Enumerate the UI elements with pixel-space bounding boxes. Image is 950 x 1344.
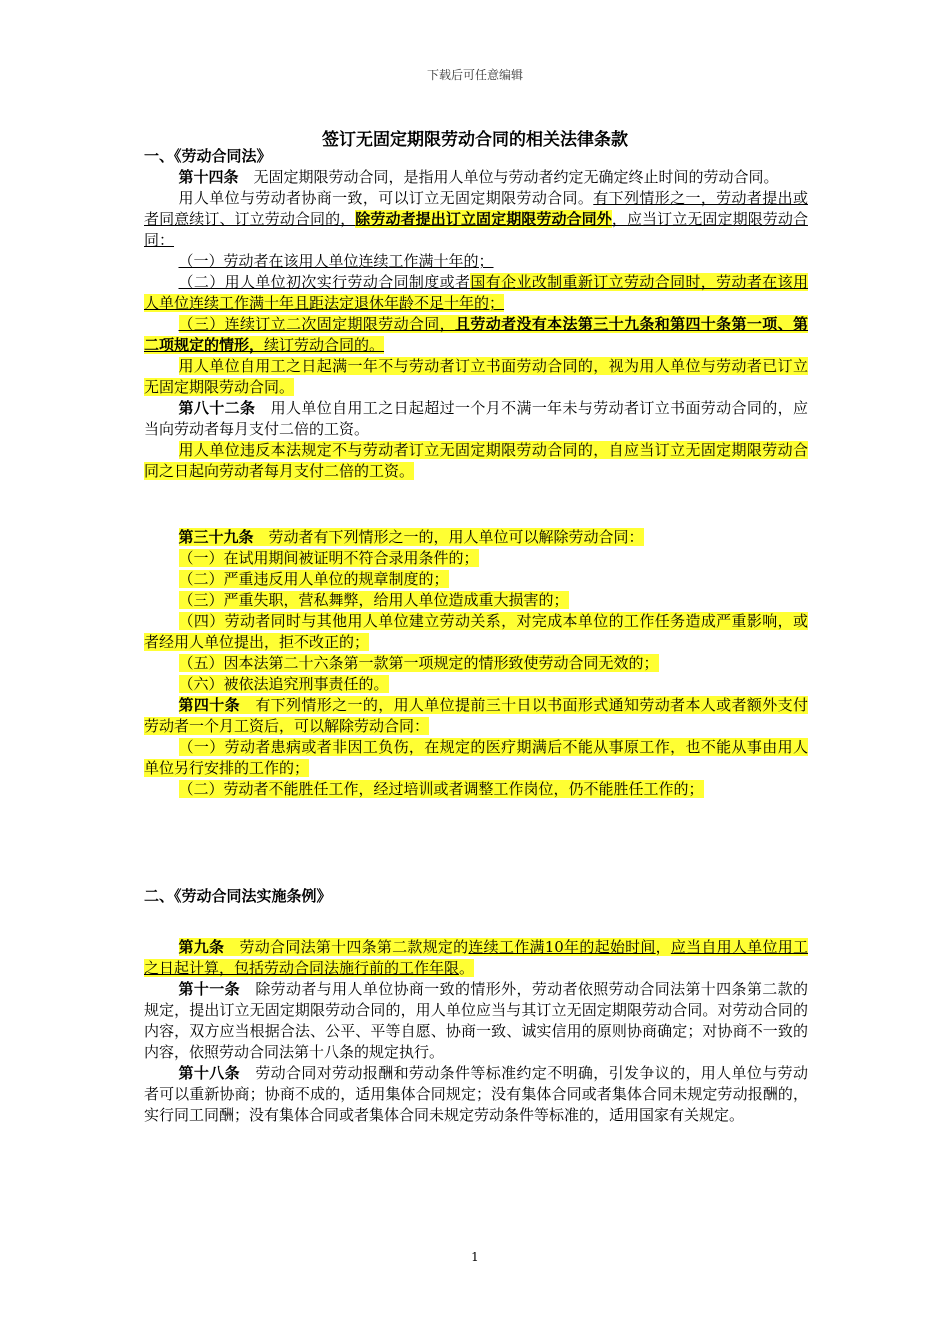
list-item <box>144 569 808 590</box>
article-text: 有下列情形之一的，用人单位提前三十日以书面形式通知劳动者本人或者额外支付劳动者一个月工资后，可以解除劳动合同： <box>144 696 808 735</box>
list-item <box>144 251 808 272</box>
list-item <box>144 314 808 356</box>
paragraph <box>144 356 808 398</box>
article-40 <box>144 695 808 737</box>
item-text: （一）在试用期间被证明不符合录用条件的； <box>178 549 479 567</box>
list-item <box>144 779 808 800</box>
article-number: 第三十九条 <box>178 528 254 546</box>
item-text: （六）被依法追究刑事责任的。 <box>178 675 389 693</box>
highlighted-text: 应当自用人单位用工之日起计算，包括劳动合同法施行前的工作年限 <box>144 938 808 977</box>
article-number: 第四十条 <box>178 696 240 714</box>
item-text: （一）劳动者在该用人单位连续工作满十年的； <box>178 252 494 270</box>
item-text: （四）劳动者同时与其他用人单位建立劳动关系，对完成本单位的工作任务造成严重影响，或者经用人单位提出，拒不改正的； <box>144 612 808 651</box>
list-item <box>144 737 808 779</box>
document-title: 签订无固定期限劳动合同的相关法律条款 <box>322 130 628 150</box>
highlighted-text: 除劳动者提出订立固定期限劳动合同外 <box>355 210 612 228</box>
paragraph <box>144 440 808 482</box>
article-number: 第八十二条 <box>178 399 256 417</box>
article-number: 第九条 <box>178 938 225 956</box>
underlined-text: ，应当订立无固定期限劳动合同： <box>144 210 808 249</box>
item-text: （三）严重失职，营私舞弊，给用人单位造成重大损害的； <box>178 591 569 609</box>
highlighted-text: 。 <box>459 959 475 977</box>
article-text: 劳动合同对劳动报酬和劳动条件等标准约定不明确，引发争议的，用人单位与劳动者可以重新协商；协商不成的，适用集体合同规定；没有集体合同或者集体合同未规定劳动报酬的，实行同工同酬；没有集体合同或者集体合同未规定劳动条件等标准的，适用国家有关规定。 <box>144 1064 808 1124</box>
article-number: 第十八条 <box>178 1064 240 1082</box>
regulation-article-11 <box>144 979 808 1063</box>
section-heading-2: 二、《劳动合同法实施条例》 <box>144 887 332 905</box>
highlighted-text: 用人单位自用工之日起满一年不与劳动者订立书面劳动合同的，视为用人单位与劳动者已订立无固定期限劳动合同。 <box>144 357 808 396</box>
highlighted-bold-text: 且劳动者没有本法第三十九条和第四十条第一项、第二项规定的情形， <box>144 315 808 354</box>
underlined-text: 有下列情形之一，劳动者提出或者同意续订、订立劳动合同的， <box>144 189 808 228</box>
list-item <box>144 590 808 611</box>
highlighted-text: 连续工作满10年的起始时间 <box>468 938 656 956</box>
article-text: 除劳动者与用人单位协商一致的情形外，劳动者依照劳动合同法第十四条第二款的规定，提出订立无固定期限劳动合同的，用人单位应当与其订立无固定期限劳动合同。对劳动合同的内容，双方应当根据合法、公平、平等自愿、协商一致、诚实信用的原则协商确定；对协商不一致的内容，依照劳动合同法第十八条的规定执行。 <box>144 980 808 1061</box>
item-text: （一）劳动者患病或者非因工负伤，在规定的医疗期满后不能从事原工作，也不能从事由用人单位另行安排的工作的； <box>144 738 808 777</box>
article-14-para-2 <box>144 188 808 251</box>
item-text: （二）劳动者不能胜任工作，经过培训或者调整工作岗位，仍不能胜任工作的； <box>178 780 704 798</box>
highlighted-text: 续订劳动合同的。 <box>264 336 385 354</box>
highlighted-text: 劳动合同法第十四条第二款规定的 <box>239 938 469 956</box>
article-82 <box>144 398 808 440</box>
article-14 <box>144 167 808 188</box>
article-text: 无固定期限劳动合同，是指用人单位与劳动者约定无确定终止时间的劳动合同。 <box>253 168 779 186</box>
highlighted-text: 用人单位违反本法规定不与劳动者订立无固定期限劳动合同的，自应当订立无固定期限劳动合同之日起向劳动者每月支付二倍的工资。 <box>144 441 808 480</box>
list-item <box>144 674 808 695</box>
section-heading-1: 一、《劳动合同法》 <box>144 147 272 165</box>
document-body <box>144 146 808 1126</box>
item-text: （二）严重违反用人单位的规章制度的； <box>178 570 449 588</box>
item-text: （二）用人单位初次实行劳动合同制度或者 <box>178 273 471 291</box>
highlighted-text: （三）连续订立二次固定期限劳动合同， <box>178 315 456 333</box>
regulation-article-18 <box>144 1063 808 1126</box>
article-number: 第十四条 <box>178 168 239 186</box>
article-number: 第十一条 <box>178 980 240 998</box>
article-text: 劳动者有下列情形之一的，用人单位可以解除劳动合同： <box>268 528 644 546</box>
list-item <box>144 548 808 569</box>
list-item <box>144 611 808 653</box>
article-39 <box>144 527 808 548</box>
para-text: 用人单位与劳动者协商一致，可以订立无固定期限劳动合同。 <box>178 189 594 207</box>
highlighted-text: 国有企业改制重新订立劳动合同时，劳动者在该用人单位连续工作满十年且距法定退休年龄不足十年的； <box>144 273 808 312</box>
list-item <box>144 272 808 314</box>
article-text: 用人单位自用工之日起超过一个月不满一年未与劳动者订立书面劳动合同的，应当向劳动者每月支付二倍的工资。 <box>144 399 808 438</box>
regulation-article-9 <box>144 937 808 979</box>
highlighted-text: ， <box>655 938 671 956</box>
item-text: （五）因本法第二十六条第一款第一项规定的情形致使劳动合同无效的； <box>178 654 659 672</box>
page-header: 下载后可任意编辑 <box>426 68 523 82</box>
list-item <box>144 653 808 674</box>
page-number: 1 <box>471 1250 479 1264</box>
